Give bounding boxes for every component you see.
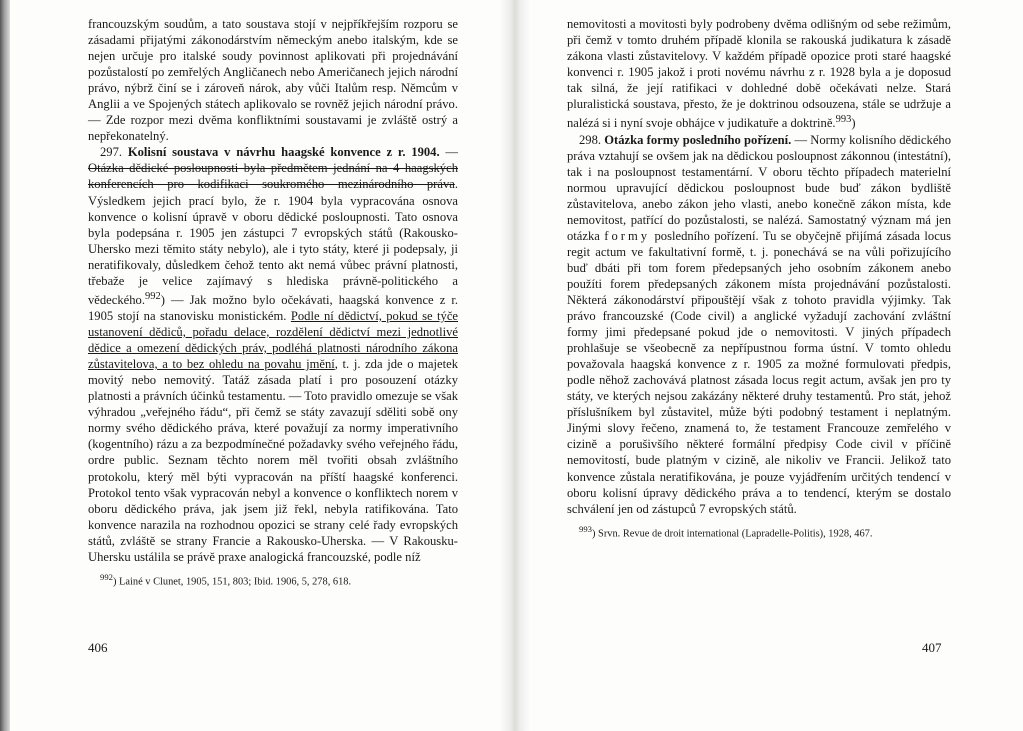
left-page [88, 16, 458, 589]
section-text: . Výsledkem jejich prací bylo, že r. 1904 byla vypracována osnova konvence o kolisní úpravě v oboru dědické posloupnosti. Tato osnova byla podepsána r. 1905 jen zástupci 7 evropských států (Rakousko-Uhersko mezi těmito státy nebylo), ale i tyto státy, které ji podepsaly, ji neratifikovaly, důsledkem čehož tento akt nemá vůbec právní platnosti, třebaže je velice zajímavý s hlediska právně-politického a vědeckého. [88, 177, 458, 307]
right-page [567, 16, 951, 541]
paragraph: francouzským soudům, a tato soustava stojí v nejpříkřejším rozporu se zásadami přijatými zákonodárstvím německým anebo italským, kde se nejen určuje pro italské soudy povinnost aplikovati při projednávání pozůstalostí po zemřelých Angličanech nebo Američanech jejich národní právo, nýbrž činí se i zároveň nárok, aby vůči Italům resp. Němcům v Anglii a ve Spojených státech aplikovalo se rovněž jejich národní právo. — Zde rozpor mezi dvěma konfliktními soustavami je zvláště ostrý a nepřekonatelný. [88, 17, 458, 144]
footnote-number: 993 [579, 523, 592, 534]
footnote-number: 992 [100, 571, 113, 582]
section-297 [88, 144, 458, 564]
paragraph-text: nemovitosti a movitosti byly podrobeny dvěma odlišným od sebe režimům, při čemž v tomto druhém případě klonila se rakouská judikatura k zásadě zákona vlasti zůstavitelovy. V každém případě opozice proti staré haagské konvenci r. 1905 jakož i proti novému návrhu z r. 1928 byla a je doposud tak silná, že její ratifikaci v dohledné době očekávati nelze. Stará pluralistická soustava, přesto, že je doktrinou odsouzena, stále se udržuje a nalézá si i nyní svoje obhájce v judikatuře a doktrině. [567, 17, 951, 131]
section-text: ) — Jak možno bylo očekávati, haagská konvence z r. 1905 stojí na stanovisku monistickém. [88, 292, 458, 324]
footnote [567, 523, 951, 541]
paragraph-text: ) [851, 116, 856, 131]
section-text: posledního pořízení. Tu se obyčejně přijímá zásada locus regit actum ve fakultativní formě, t. j. ponechává se na vůli pořizujícího buď dbáti při tom forem předepsaných jeho osobním zákonem anebo použíti forem předepsaných zákonem místa projednávání pozůstalosti. Některá zákonodárství připouštějí však z tohoto pravidla výjimky. Tak právo francouzské (Code civil) a anglické vyžadují zachování zvláštní formy jimi předepsané pokud jde o nemovitosti. V jiných případech prohlašuje se všeobecně za nepřípustnou forma ústní. V tomto ohledu považovala haagská konvence z r. 1905 za možné formulovati předpis, podle něhož zachovává platnost zásada locus regit actum, avšak jen pro ty státy, ve kterých nejsou zakázány některé druhy testamentů. Pro stát, jehož příslušníkem byl zůstavitel, může býti podobný testament i neplatným. Jinými slovy řečeno, znamená to, že testament Francouze zemřelého v cizině a porušivšího některé formální předpisy Code civil v příčině nemovitostí, bude platným v cizině, ale nikoliv ve Francii. Jelikož tato konvence zůstala neratifikována, je pouze vyjádřením určitých tendencí v oboru kolisní úpravy dědického práva a to tendencí, kterým se dostalo schválení jen od zástupců 7 evropských států. [567, 228, 951, 516]
struck-text: Otázka dědické posloupnosti byla předmětem jednání na 4 haagských konferencích pro kodifikaci soukromého mezinárodního práva [88, 161, 458, 192]
footnote-text: ) Srvn. Revue de droit international (Lapradelle-Politis), 1928, 467. [591, 528, 873, 540]
section-text: — [439, 145, 458, 160]
section-number: 297. [100, 145, 123, 160]
page-number-right: 407 [922, 640, 942, 655]
book-spine [500, 0, 530, 731]
footnote-text: ) Lainé v Clunet, 1905, 151, 803; Ibid. 1906, 5, 278, 618. [112, 576, 352, 588]
section-text: — Normy kolisního dědického práva vztahují se ovšem jak na dědickou posloupnost zákonnou (intestátní), tak i na posloupnost testamentární. V oboru těchto případech materielní normou upravující dědickou posloupnost bude buď zákon bydliště zůstavitelova, anebo zákon jeho vlasti, anebo konečně zákon místa, kde nemovitost, patřící do pozůstalosti, se nalézá. Samostatný význam má jen otázka [567, 132, 952, 243]
section-298 [567, 132, 951, 517]
section-number: 298. [579, 132, 602, 147]
underlined-text: Podle ní dědictví, pokud se týče ustanovení dědiců, pořadu delace, rozdělení dědictví mezi jednotlivé dědice a omezení dědických práv, podléhá platnosti národního zákona zůstavitelova, a to bez ohledu na povahu jmění [88, 309, 459, 372]
section-heading: Otázka formy posledního pořízení. [604, 132, 792, 147]
paragraph [567, 16, 951, 132]
footnote [88, 571, 458, 589]
page-number-left: 406 [88, 640, 108, 655]
section-heading: Kolisní soustava v návrhu haagské konvence z r. 1904. [127, 145, 440, 160]
footnote-ref: 993 [835, 114, 852, 126]
section-text: , t. j. zda jde o majetek movitý nebo nemovitý. Tatáž zásada platí i pro posouzení otázky platnosti a právních účinků testamentu. — Toto pravidlo omezuje se však výhradou „veřejného řádu“, při čemž se státy zavazují sděliti sobě ony normy svého dědického práva, které považují za normy imperativního (kogentního) rázu a za bezpodmínečné požadavky svého veřejného řádu, ordre public. Seznam těchto norem měl tvořiti obsah zvláštního protokolu, který měl býti vypracován na příští haagské konferenci. Protokol tento však vypracován nebyl a konvence o konfliktech norem v oboru dědického práva, jak jsem již řekl, nebyla ratifikována. Tato konvence narazila na rozhodnou opozici se strany celé řady evropských států, zvláště se strany Francie a Rakousko-Uherska. — V Rakousku-Uhersku ustálila se právě praxe analogická francouzské, podle níž [88, 357, 458, 564]
spaced-text: formy [604, 228, 651, 243]
book-edge-shadow [0, 0, 10, 731]
footnote-ref: 992 [145, 290, 161, 302]
